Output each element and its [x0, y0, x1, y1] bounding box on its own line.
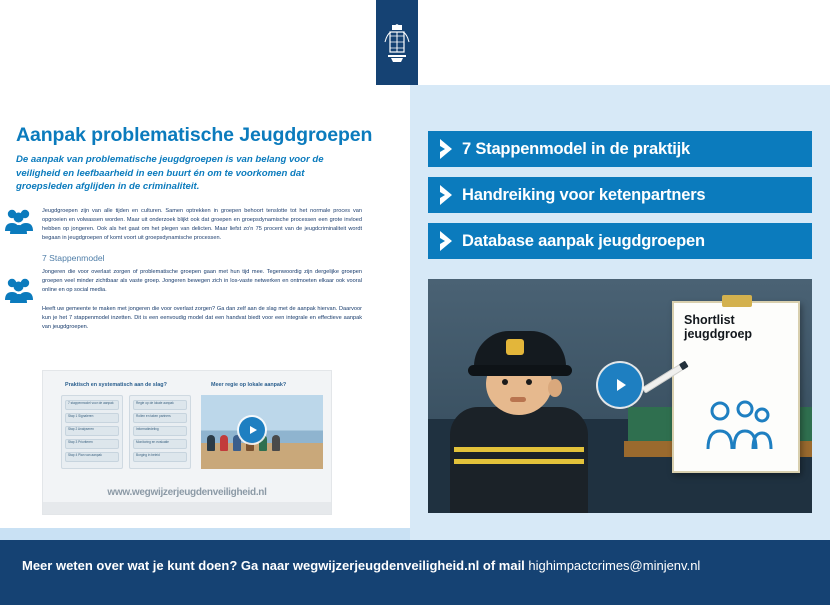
- list-item: [61, 395, 123, 469]
- flipchart: [672, 301, 800, 473]
- left-video-url: www.wegwijzerjeugdenveiligheid.nl: [107, 487, 267, 498]
- flipchart-clip: [722, 295, 752, 307]
- flipchart-title: Shortlist jeugdgroep: [684, 313, 753, 342]
- button-7-stappenmodel[interactable]: [428, 131, 812, 167]
- figure: [207, 435, 215, 451]
- left-video-controlbar[interactable]: [43, 502, 331, 514]
- paragraph-three: Heeft uw gemeente te maken met jongeren die voor overlast zorgen? Ga dan zelf aan de slag met de aanpak hiervan. Daarvoor kun je het 7 stappenmodel inzetten. Dit is een eenvoudig model dat een handvat biedt voor een integrale en effectieve aanpak van jeugdgroepen.: [42, 306, 362, 331]
- list-item: [129, 395, 191, 469]
- page-title: Aanpak problematische Jeugdgroepen: [16, 124, 373, 146]
- left-video-label-left: Praktisch en systematisch aan de slag?: [65, 382, 167, 388]
- right-video-thumbnail[interactable]: [428, 279, 812, 513]
- video-fireman-stripe: [454, 447, 584, 452]
- card-chip: Borging in beleid: [133, 452, 187, 462]
- header-bar: [376, 0, 830, 85]
- group-people-icon: [700, 399, 778, 453]
- ministry-logo-block: [376, 0, 418, 85]
- section-heading: 7 Stappenmodel: [42, 253, 105, 264]
- chevron-right-icon: [438, 230, 455, 252]
- left-accent-strip: [0, 528, 410, 540]
- figure: [272, 435, 280, 451]
- card-chip: Monitoring en evaluatie: [133, 439, 187, 449]
- video-fireman-eye: [502, 379, 508, 385]
- button-database[interactable]: [428, 223, 812, 259]
- footer-text: [22, 558, 700, 573]
- paragraph-two: Jongeren die voor overlast zorgen of problematische groepen gaan met hun tijd mee. Tegenwoordig zijn dergelijke groepen groepen veel minder zichtbaar als vaste groep. Jongeren bewegen zich in los-vaste netwerken en ontmoeten elkaar ook vooral online en op social media.: [42, 269, 362, 294]
- card-chip: Stap 1 Signaleren: [65, 413, 119, 423]
- card-chip: Rollen en taken partners: [133, 413, 187, 423]
- video-fireman-stripe: [454, 459, 584, 464]
- video-fireman-eye: [526, 379, 532, 385]
- footer-lead: Meer weten over wat je kunt doen? Ga naar: [22, 558, 293, 573]
- group-people-icon: [4, 207, 34, 235]
- footer-site[interactable]: wegwijzerjeugdenveiligheid.nl: [292, 558, 480, 573]
- card-chip: Informatiedeling: [133, 426, 187, 436]
- play-icon[interactable]: [598, 363, 642, 407]
- netherlands-crest-icon: [382, 22, 412, 66]
- video-fireman-helmet-brim: [468, 365, 572, 376]
- button-label: Handreiking voor ketenpartners: [462, 185, 706, 204]
- video-fireman-ear: [548, 379, 562, 397]
- footer-middle: of mail: [479, 558, 529, 573]
- button-handreiking[interactable]: [428, 177, 812, 213]
- figure: [220, 435, 228, 451]
- card-chip: Stap 4 Plan van aanpak: [65, 452, 119, 462]
- left-video-cards: [61, 395, 191, 469]
- left-body-text: [42, 207, 362, 342]
- paragraph-intro: Jeugdgroepen zijn van alle tijden en culturen. Samen optrekken in groepen behoort tenslotte tot het normale proces van opgroeien en volwassen worden. Maar uit onderzoek blijkt ook dat groepen en groepsdynamische processen een grote invloed hebben op jongeren. Ook als het gaat om het plegen van delicten. Maar liefst zo'n 75 procent van de jeugdcriminaliteit wordt begaan in jeugdgroepen of komt voort uit groepsdynamische processen.: [42, 208, 362, 242]
- button-label: Database aanpak jeugdgroepen: [462, 231, 705, 250]
- button-label: 7 Stappenmodel in de praktijk: [462, 139, 691, 158]
- footer-mail[interactable]: highimpactcrimes@minjenv.nl: [528, 558, 701, 573]
- video-fireman-mouth: [510, 397, 526, 402]
- card-chip: Stap 3 Prioriteren: [65, 439, 119, 449]
- video-fireman-helmet-badge: [506, 339, 524, 355]
- chevron-right-icon: [438, 138, 455, 160]
- figure: [233, 435, 241, 451]
- left-video-label-right: Meer regie op lokale aanpak?: [211, 382, 287, 388]
- card-chip: Regie op de lokale aanpak: [133, 400, 187, 410]
- chevron-right-icon: [438, 184, 455, 206]
- left-video-thumbnail[interactable]: [42, 370, 332, 515]
- group-people-icon: [4, 276, 34, 304]
- play-icon[interactable]: [239, 417, 265, 443]
- card-chip: Stap 2 Analyseren: [65, 426, 119, 436]
- page-subtitle: De aanpak van problematische jeugdgroepen is van belang voor de veiligheid en leefbaarheid in een buurt én om te voorkomen dat groepsleden afglijden in de criminaliteit.: [16, 154, 324, 193]
- card-chip: 7 stappenmodel voor de aanpak: [65, 400, 119, 410]
